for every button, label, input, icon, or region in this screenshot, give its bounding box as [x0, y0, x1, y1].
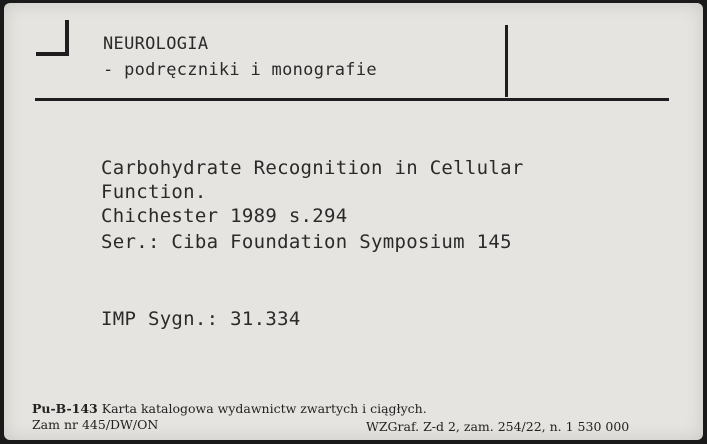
corner-bracket-vertical: [65, 20, 69, 56]
header-rule: [35, 98, 669, 101]
imprint-line: Chichester 1989 s.294: [101, 205, 348, 227]
subject-subheading: - podręczniki i monografie: [103, 60, 377, 80]
series-line: Ser.: Ciba Foundation Symposium 145: [101, 231, 512, 253]
form-description: Karta katalogowa wydawnictw zwartych i ciągłych.: [101, 401, 427, 416]
corner-bracket-horizontal: [36, 52, 69, 56]
form-code: Pu-B-143: [32, 401, 98, 416]
call-number: IMP Sygn.: 31.334: [101, 308, 301, 330]
printer-info: WZGraf. Z-d 2, zam. 254/22, n. 1 530 000: [366, 419, 630, 434]
title-line-2: Function.: [101, 181, 207, 203]
catalog-card: [4, 3, 703, 440]
subject-heading: NEUROLOGIA: [103, 34, 209, 54]
order-number: Zam nr 445/DW/ON: [32, 417, 159, 432]
header-divider: [505, 25, 508, 97]
footer-line-1: [32, 401, 427, 416]
title-line-1: Carbohydrate Recognition in Cellular: [101, 157, 524, 179]
